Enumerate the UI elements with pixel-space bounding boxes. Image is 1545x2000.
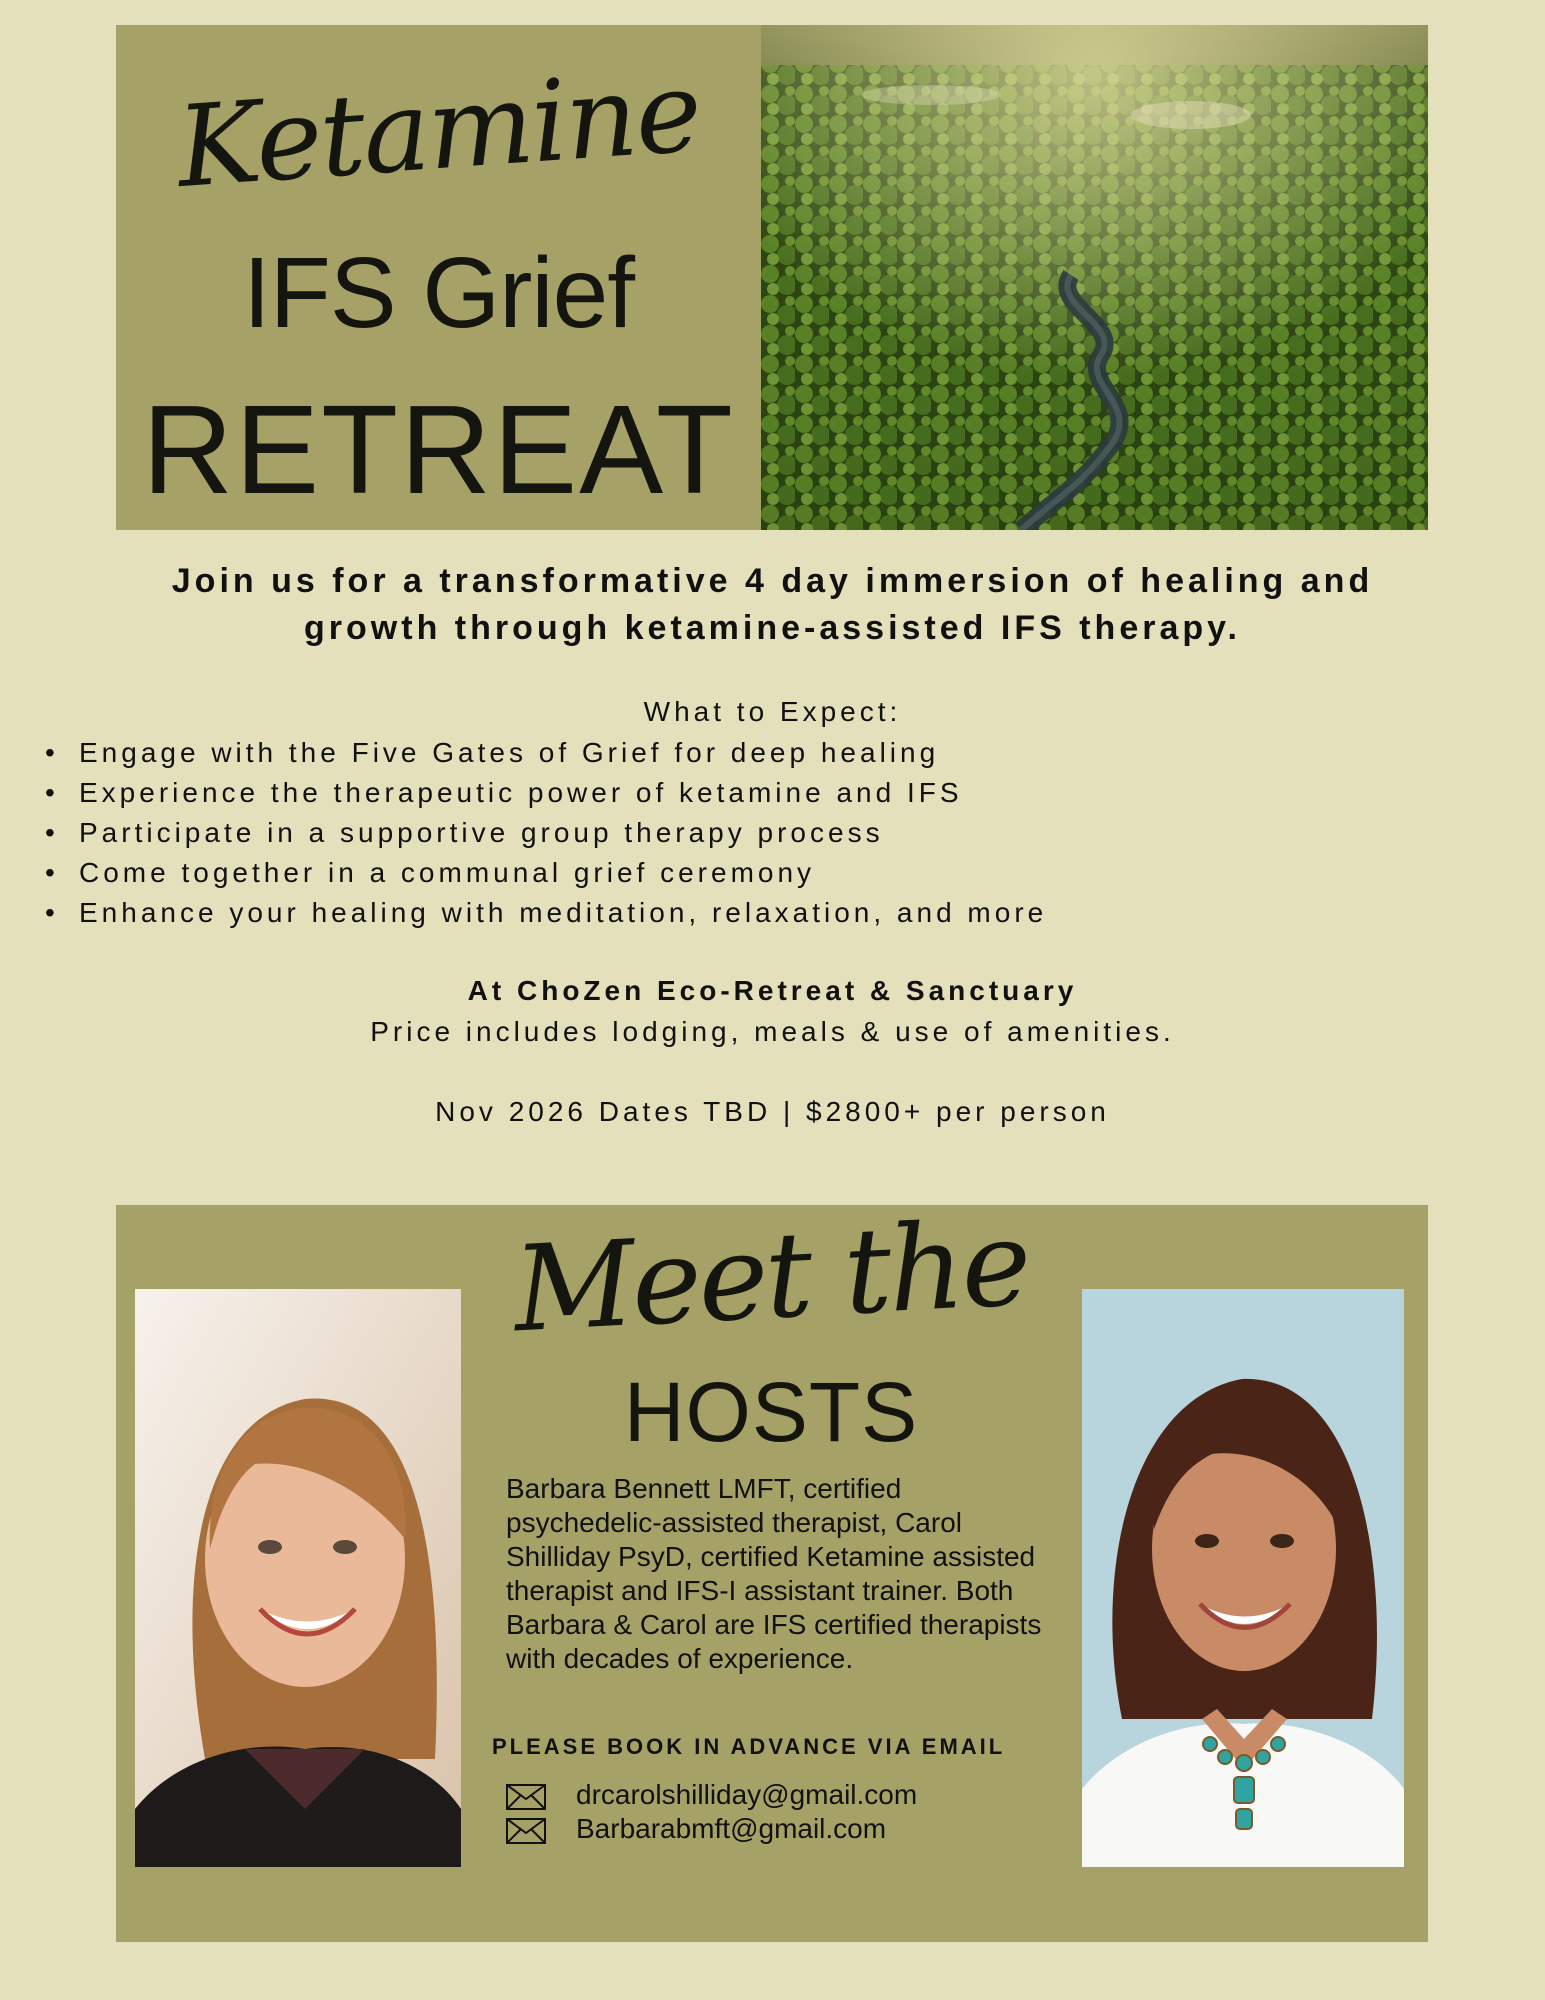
hosts-bio: Barbara Bennett LMFT, certified psychedelic-assisted therapist, Carol Shilliday PsyD, certified Ketamine assisted therapist and IFS-I assistant trainer. Both Barbara & Carol are IFS certified therapists with decades of experience. [506, 1473, 1042, 1674]
email-link[interactable]: drcarolshilliday@gmail.com [576, 1779, 918, 1810]
list-item: • Experience the therapeutic power of ketamine and IFS [45, 773, 1047, 813]
hero-title-box [116, 25, 761, 530]
bullet-icon: • [45, 897, 59, 928]
hero-banner [116, 25, 1428, 530]
dates-and-price: Nov 2026 Dates TBD | $2800+ per person [435, 1096, 1110, 1127]
bullet-icon: • [45, 817, 59, 848]
expect-list [45, 733, 1047, 933]
title-script: Ketamine [173, 46, 704, 214]
venue-name: At ChoZen Eco-Retreat & Sanctuary [467, 975, 1078, 1006]
intro-line-2: growth through ketamine-assisted IFS therapy. [304, 609, 1241, 647]
hosts-title: HOSTS [623, 1365, 919, 1459]
title-ifs-grief: IFS Grief [242, 237, 635, 349]
bullet-icon: • [45, 737, 59, 768]
price-note: Price includes lodging, meals & use of amenities. [370, 1016, 1175, 1047]
host-photo-carol [1082, 1289, 1404, 1867]
email-link[interactable]: Barbarabmft@gmail.com [576, 1813, 887, 1844]
hosts-panel [116, 1193, 1428, 1942]
list-item: • Engage with the Five Gates of Grief for deep healing [45, 733, 1047, 773]
meet-the-script: Meet the [510, 1193, 1032, 1359]
email-row-barbara[interactable] [506, 1812, 1046, 1846]
email-row-carol[interactable] [506, 1778, 1046, 1812]
host-photo-barbara [135, 1289, 461, 1867]
forest-aerial-photo [761, 25, 1428, 530]
list-item: • Participate in a supportive group therapy process [45, 813, 1047, 853]
list-item: • Enhance your healing with meditation, relaxation, and more [45, 893, 1047, 933]
book-advance-label: PLEASE BOOK IN ADVANCE VIA EMAIL [492, 1734, 1006, 1759]
intro-line-1: Join us for a transformative 4 day immersion of healing and [171, 562, 1374, 600]
bullet-icon: • [45, 777, 59, 808]
envelope-icon [506, 1818, 546, 1844]
title-retreat: RETREAT [142, 379, 735, 520]
list-item: • Come together in a communal grief ceremony [45, 853, 1047, 893]
envelope-icon [506, 1784, 546, 1810]
bullet-icon: • [45, 857, 59, 888]
expect-heading: What to Expect: [643, 696, 902, 727]
intro-text [60, 558, 1485, 652]
